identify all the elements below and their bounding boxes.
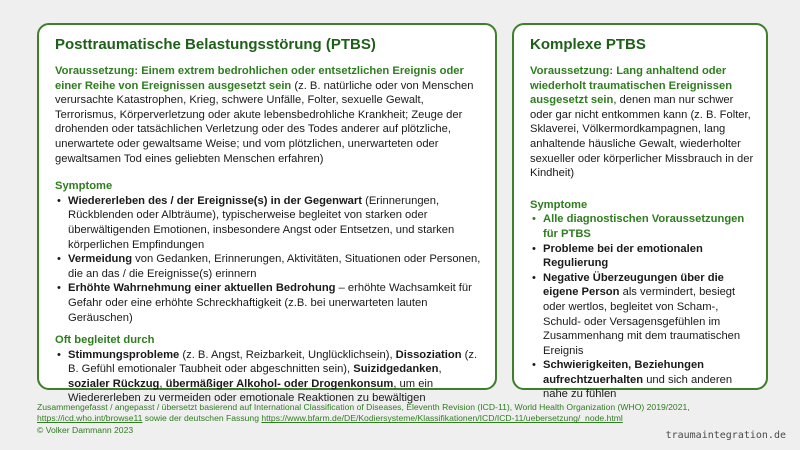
symptom-bold: Wiedererleben des / der Ereignisse(s) in der Gegenwart	[68, 194, 362, 207]
list-item	[55, 348, 481, 406]
oft-text: ,	[438, 363, 442, 376]
oft-bold: sozialer Rückzug	[68, 377, 160, 390]
ptbs-card	[37, 23, 497, 405]
kptbs-voraussetzung-text: , denen man nur schwer oder gar nicht entkommen kann (z. B. Folter, Sklaverei, Völkermordkampagnen, lang anhaltende häusliche Gewalt, wiederholter sexueller oder körperlicher Missbrauch in der Kindheit)	[530, 94, 754, 180]
kptbs-title: Komplexe PTBS	[530, 36, 646, 53]
source-mid: sowie der deutschen Fassung	[142, 413, 262, 424]
watermark: traumaintegration.de	[665, 430, 786, 441]
kptbs-card	[512, 23, 768, 401]
oft-bold: übermäßiger Alkohol- oder Drogenkonsum	[165, 377, 394, 390]
oft-text: ,	[159, 377, 166, 390]
ptbs-voraussetzung-text: (z. B. natürliche oder von Menschen verursachte Katastrophen, Krieg, schwere Unfälle, Folter, sexuelle Gewalt, Terrorismus, Körperverletzung oder akute lebensbedrohliche Krankheit; Zeuge der drohenden oder tatsächlichen Verletzung oder des Todes anderer auf plötzliche, unerwartete oder gewaltsame Weise; und vom plötzlichen, unerwarteten oder gewaltsamen Tod eines geliebten Menschen erfahren)	[55, 79, 474, 165]
symptom-bold: Probleme bei der emotionalen Regulierung	[543, 242, 703, 270]
oft-text: (z. B. Angst, Reizbarkeit, Unglücklichsein),	[179, 348, 396, 361]
kptbs-symptome-heading: Symptome	[530, 198, 588, 211]
oft-bold: Stimmungsprobleme	[68, 348, 180, 361]
oft-text: , um ein Wiedererleben zu vermeiden oder emotionale Reaktionen zu bewältigen	[68, 377, 434, 405]
oft-bold: Dissoziation	[395, 348, 462, 361]
kptbs-symptome-list	[530, 212, 756, 402]
bfarm-link[interactable]: https://www.bfarm.de/DE/Kodiersysteme/Klassifikationen/ICD/ICD-11/uebersetzung/_node.html	[261, 413, 623, 424]
ptbs-voraussetzung-label: Voraussetzung: Einem extrem bedrohlichen oder entsetzlichen Ereignis oder einer Reihe von Ereignissen ausgesetzt sein	[55, 65, 464, 92]
list-item	[55, 281, 481, 325]
ptbs-symptome-list	[55, 194, 481, 325]
list-item	[530, 358, 756, 402]
list-item	[55, 194, 481, 252]
symptom-text: und sich anderen nahe zu fühlen	[543, 373, 733, 401]
kptbs-voraussetzung-label: Voraussetzung: Lang anhaltend oder wiederholt traumatischen Ereignissen ausgesetzt sein	[530, 65, 733, 107]
list-item	[530, 212, 756, 241]
ptbs-oft-heading: Oft begleitet durch	[55, 334, 155, 347]
symptom-bold: Negative Überzeugungen über die eigene Person	[543, 271, 724, 299]
ptbs-voraussetzung	[55, 64, 481, 166]
source-line: Zusammengefasst / angepasst / übersetzt basierend auf International Classification of Diseases, Eleventh Revision (ICD-11), World Health Organization (WHO) 2019/2021,	[37, 402, 690, 412]
oft-bold: Suizidgedanken	[353, 363, 439, 376]
symptom-text: als vermindert, besiegt oder wertlos, begleitet von Scham-, Schuld- oder Versagensgefühlen im Zusammenhang mit dem traumatischen Ereignis	[543, 286, 741, 357]
symptom-text: von Gedanken, Erinnerungen, Aktivitäten, Situationen oder Personen, die an das / die Ereignisse(s) erinnern	[68, 253, 481, 280]
ptbs-symptome-heading: Symptome	[55, 180, 113, 193]
symptom-bold: Vermeidung	[68, 253, 133, 266]
symptom-bold: Schwierigkeiten, Beziehungen aufrechtzuerhalten	[543, 359, 705, 386]
list-item	[55, 252, 481, 281]
list-item	[530, 242, 756, 271]
symptom-bold: Alle diagnostischen Voraussetzungen für PTBS	[543, 213, 745, 240]
source-links	[37, 413, 777, 424]
kptbs-voraussetzung	[530, 64, 756, 181]
list-item	[530, 271, 756, 359]
ptbs-title: Posttraumatische Belastungsstörung (PTBS)	[55, 36, 376, 53]
oft-text: (z. B. Gefühl emotionaler Taubheit oder abgeschnitten sein),	[68, 348, 478, 376]
copyright: © Volker Dammann 2023	[37, 424, 134, 435]
symptom-text: (Erinnerungen, Rückblenden oder Albträume), typischerweise begleitet von starken oder überwältigenden Emotionen, insbesondere Angst oder Entsetzen, und starken körperlichen Empfindungen	[68, 194, 455, 251]
symptom-text: – erhöhte Wachsamkeit für Gefahr oder eine erhöhte Schreckhaftigkeit (z.B. bei unerwarteten lauten Geräuschen)	[68, 282, 472, 324]
symptom-bold: Erhöhte Wahrnehmung einer aktuellen Bedrohung	[68, 282, 336, 295]
icd-who-link[interactable]: https://icd.who.int/browse11	[37, 413, 143, 424]
ptbs-oft-list	[55, 348, 481, 406]
